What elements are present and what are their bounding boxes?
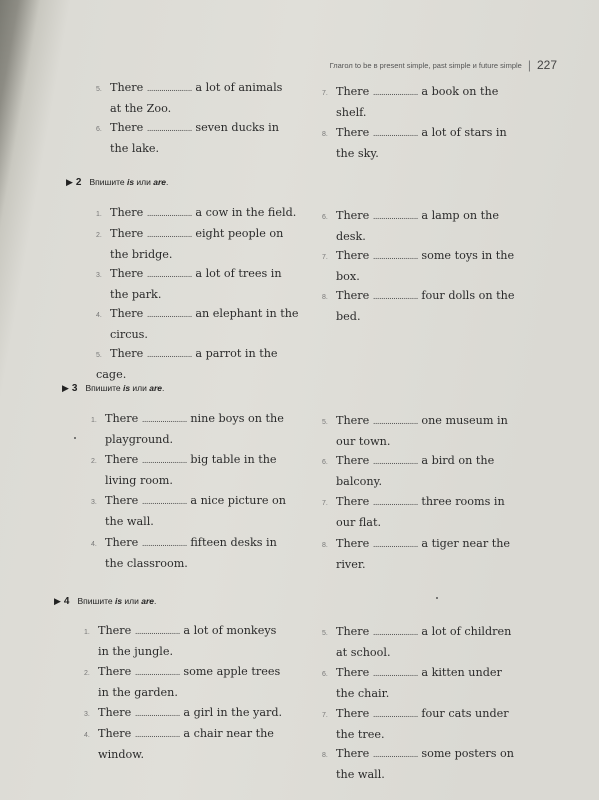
item-word-there: There	[110, 81, 144, 94]
exercise-item	[96, 203, 306, 224]
item-text-continued: in the garden.	[98, 686, 178, 699]
item-text-continued: the lake.	[110, 142, 160, 155]
item-text-continued: the chair.	[336, 687, 390, 700]
item-text-continued: window.	[98, 748, 145, 761]
item-word-there: There	[105, 494, 139, 507]
item-number: 3.	[96, 272, 102, 279]
exercise-item	[322, 123, 532, 163]
item-text-continued: the classroom.	[105, 557, 188, 570]
exercise-item	[96, 78, 306, 118]
exercise-item	[322, 82, 532, 122]
item-text: three rooms in	[421, 495, 505, 508]
item-number: 5.	[96, 86, 102, 93]
item-text: a lot of monkeys	[183, 624, 277, 637]
item-text: a lot of children	[421, 625, 512, 638]
exercise-item	[96, 304, 306, 344]
item-text: a cow in the field.	[195, 206, 297, 219]
item-text-continued: playground.	[105, 433, 174, 446]
item-text-continued: the wall.	[105, 515, 154, 528]
item-word-there: There	[105, 536, 139, 549]
item-number: 4.	[96, 312, 102, 319]
item-number: 2.	[84, 670, 90, 677]
item-text: some apple trees	[183, 665, 281, 678]
item-word-there: There	[110, 347, 144, 360]
item-number: 6.	[322, 459, 328, 466]
exercise-item	[91, 491, 301, 531]
item-number: 6.	[322, 671, 328, 678]
blank-line[interactable]: ......................	[141, 415, 187, 424]
instruction-word-are: are	[141, 596, 155, 606]
exercise-number: 2	[75, 177, 82, 188]
blank-line[interactable]: ......................	[372, 750, 418, 759]
item-word-there: There	[336, 495, 370, 508]
blank-line[interactable]: ......................	[372, 669, 418, 678]
item-number: 1.	[84, 629, 90, 636]
item-number: 5.	[96, 352, 102, 359]
item-text-continued: our town.	[336, 435, 391, 448]
exercise-item	[96, 264, 306, 304]
exercise-4-heading	[54, 596, 156, 607]
item-word-there: There	[110, 227, 144, 240]
item-text: a parrot in the cage.	[96, 347, 278, 381]
item-word-there: There	[98, 727, 132, 740]
header-title: Глагол to be в present simple, past simple и future simple	[329, 60, 522, 70]
item-text-continued: our flat.	[336, 516, 382, 529]
exercise-item	[322, 411, 532, 451]
blank-line[interactable]: ......................	[372, 417, 418, 426]
exercise-number: 3	[71, 383, 78, 394]
item-number: 5.	[322, 630, 328, 637]
item-word-there: There	[98, 665, 132, 678]
item-text: a lamp on the	[421, 209, 499, 222]
page-number: 227	[536, 58, 557, 72]
item-text-continued: the park.	[110, 288, 162, 301]
instruction-word-is: is	[126, 177, 135, 187]
blank-line[interactable]: ......................	[372, 457, 418, 466]
item-text: a bird on the	[421, 454, 495, 467]
exercise-item	[84, 662, 294, 702]
blank-line[interactable]: ......................	[372, 628, 418, 637]
item-text-continued: river.	[336, 558, 366, 571]
item-text-continued: in the jungle.	[98, 645, 174, 658]
item-number: 7.	[322, 712, 328, 719]
item-number: 4.	[84, 732, 90, 739]
item-text-continued: box.	[336, 270, 360, 283]
item-number: 2.	[91, 458, 97, 465]
item-number: 1.	[96, 211, 102, 218]
item-text: four dolls on the	[421, 289, 515, 302]
instruction-period: .	[166, 177, 169, 187]
triangle-arrow-icon: ▶	[54, 596, 61, 606]
blank-line[interactable]: ......................	[146, 270, 192, 279]
item-text-continued: shelf.	[336, 106, 367, 119]
item-text-continued: living room.	[105, 474, 173, 487]
item-text: a nice picture on	[190, 494, 286, 507]
exercise-2-heading	[66, 177, 168, 188]
item-word-there: There	[336, 414, 370, 427]
item-number: 8.	[322, 542, 328, 549]
item-text-continued: at the Zoo.	[110, 102, 172, 115]
blank-line[interactable]: ......................	[134, 709, 180, 718]
blank-line[interactable]: ......................	[372, 540, 418, 549]
item-number: 7.	[322, 500, 328, 507]
item-text: a book on the	[421, 85, 499, 98]
item-number: 8.	[322, 752, 328, 759]
item-text-continued: at school.	[336, 646, 391, 659]
instruction-text-or: или	[122, 596, 142, 606]
item-number: 6.	[322, 214, 328, 221]
blank-line[interactable]: ......................	[372, 710, 418, 719]
item-word-there: There	[110, 121, 144, 134]
instruction-text: Впишите	[89, 177, 127, 187]
exercise-item	[84, 703, 294, 724]
page-header	[330, 58, 557, 72]
exercise-item	[96, 118, 306, 158]
instruction-text-or: или	[134, 177, 154, 187]
item-number: 6.	[96, 126, 102, 133]
instruction-word-are: are	[149, 383, 163, 393]
item-text-continued: desk.	[336, 230, 366, 243]
blank-line[interactable]: ......................	[372, 498, 418, 507]
item-word-there: There	[336, 625, 370, 638]
blank-line[interactable]: ......................	[141, 497, 187, 506]
item-word-there: There	[110, 206, 144, 219]
instruction-word-is: is	[122, 383, 131, 393]
item-word-there: There	[336, 666, 370, 679]
blank-line[interactable]: ......................	[146, 209, 192, 218]
item-text: some posters on	[421, 747, 514, 760]
item-number: 2.	[96, 232, 102, 239]
instruction-text: Впишите	[77, 596, 115, 606]
triangle-arrow-icon: ▶	[66, 177, 73, 187]
item-text: big table in the	[190, 453, 277, 466]
blank-line[interactable]: ......................	[146, 84, 192, 93]
item-text: a lot of animals	[195, 81, 283, 94]
exercise-item	[322, 206, 532, 246]
item-word-there: There	[336, 85, 370, 98]
item-text: one museum in	[421, 414, 508, 427]
exercise-item	[322, 246, 532, 286]
item-number: 3.	[84, 711, 90, 718]
item-text-continued: bed.	[336, 310, 361, 323]
item-word-there: There	[105, 412, 139, 425]
exercise-item	[96, 224, 306, 264]
item-number: 8.	[322, 294, 328, 301]
item-text-continued: circus.	[110, 328, 148, 341]
blank-line[interactable]: ......................	[372, 129, 418, 138]
blank-line[interactable]: ......................	[134, 627, 180, 636]
item-text: a girl in the yard.	[183, 706, 283, 719]
exercise-item	[84, 724, 294, 764]
item-text: a tiger near the	[421, 537, 511, 550]
instruction-period: .	[162, 383, 165, 393]
item-word-there: There	[336, 707, 370, 720]
item-text: a chair near the	[183, 727, 274, 740]
blank-line[interactable]: ......................	[372, 292, 418, 301]
item-text: nine boys on the	[190, 412, 284, 425]
paper-speck	[436, 597, 438, 599]
blank-line[interactable]: ......................	[141, 456, 187, 465]
instruction-word-are: are	[153, 177, 167, 187]
item-word-there: There	[336, 747, 370, 760]
instruction-text: Впишите	[85, 383, 123, 393]
header-separator: |	[527, 58, 531, 72]
item-number: 5.	[322, 419, 328, 426]
exercise-item	[91, 533, 301, 573]
blank-line[interactable]: ......................	[372, 88, 418, 97]
item-word-there: There	[336, 454, 370, 467]
item-word-there: There	[336, 289, 370, 302]
item-text: a kitten under	[421, 666, 502, 679]
item-word-there: There	[98, 624, 132, 637]
item-text: an elephant in the	[195, 307, 299, 320]
exercise-item	[322, 663, 532, 703]
item-text: a lot of stars in	[421, 126, 507, 139]
item-text-continued: the bridge.	[110, 248, 173, 261]
item-number: 3.	[91, 499, 97, 506]
blank-line[interactable]: ......................	[134, 668, 180, 677]
instruction-word-is: is	[114, 596, 123, 606]
exercise-item	[322, 622, 532, 662]
item-word-there: There	[336, 249, 370, 262]
item-number: 7.	[322, 90, 328, 97]
item-text: four cats under	[421, 707, 509, 720]
exercise-number: 4	[63, 596, 70, 607]
item-text-continued: the wall.	[336, 768, 385, 781]
blank-line[interactable]: ......................	[146, 230, 192, 239]
exercise-item	[84, 621, 294, 661]
blank-line[interactable]: ......................	[146, 124, 192, 133]
exercise-item	[91, 409, 301, 449]
exercise-item	[322, 451, 532, 491]
item-text: a lot of trees in	[195, 267, 282, 280]
instruction-text-or: или	[130, 383, 150, 393]
exercise-3-heading	[62, 383, 164, 394]
exercise-item	[322, 704, 532, 744]
exercise-item	[322, 534, 532, 574]
exercise-item	[322, 744, 532, 784]
blank-line[interactable]: ......................	[372, 252, 418, 261]
item-number: 1.	[91, 417, 97, 424]
item-text: fifteen desks in	[190, 536, 277, 549]
item-text: eight people on	[195, 227, 284, 240]
blank-line[interactable]: ......................	[146, 350, 192, 359]
item-text-continued: the tree.	[336, 728, 385, 741]
paper-speck	[74, 437, 76, 439]
exercise-item	[322, 286, 532, 326]
item-word-there: There	[105, 453, 139, 466]
item-word-there: There	[336, 126, 370, 139]
exercise-item	[322, 492, 532, 532]
item-number: 8.	[322, 131, 328, 138]
item-word-there: There	[336, 537, 370, 550]
exercise-item	[96, 344, 306, 384]
instruction-period: .	[154, 596, 157, 606]
item-number: 7.	[322, 254, 328, 261]
item-text: some toys in the	[421, 249, 515, 262]
blank-line[interactable]: ......................	[146, 310, 192, 319]
blank-line[interactable]: ......................	[141, 539, 187, 548]
item-word-there: There	[98, 706, 132, 719]
blank-line[interactable]: ......................	[134, 730, 180, 739]
triangle-arrow-icon: ▶	[62, 383, 69, 393]
item-word-there: There	[110, 307, 144, 320]
blank-line[interactable]: ......................	[372, 212, 418, 221]
item-text: seven ducks in	[195, 121, 279, 134]
item-number: 4.	[91, 541, 97, 548]
item-text-continued: balcony.	[336, 475, 383, 488]
exercise-item	[91, 450, 301, 490]
item-word-there: There	[336, 209, 370, 222]
item-text-continued: the sky.	[336, 147, 379, 160]
item-word-there: There	[110, 267, 144, 280]
